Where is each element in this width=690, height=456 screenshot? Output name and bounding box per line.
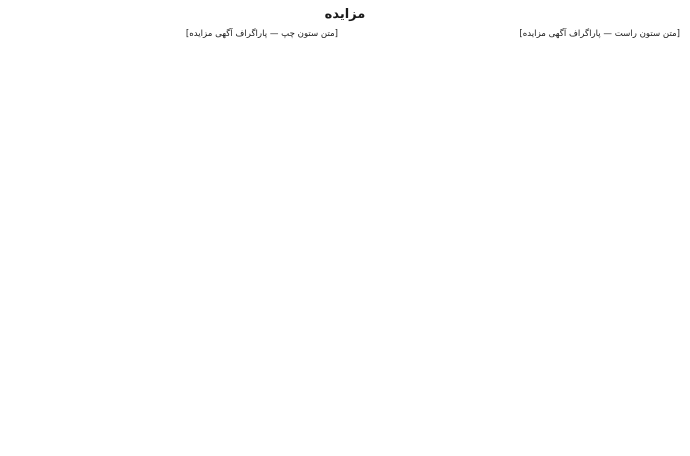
notice-column-left: [متن ستون چپ — پاراگراف آگهی مزایده]: [185, 29, 338, 39]
notice-column-right: [متن ستون راست — پاراگراف آگهی مزایده]: [519, 29, 680, 39]
auction-notice-page: [10, 6, 680, 450]
notice-columns: [10, 28, 680, 446]
notice-title: مزایده: [324, 7, 366, 22]
